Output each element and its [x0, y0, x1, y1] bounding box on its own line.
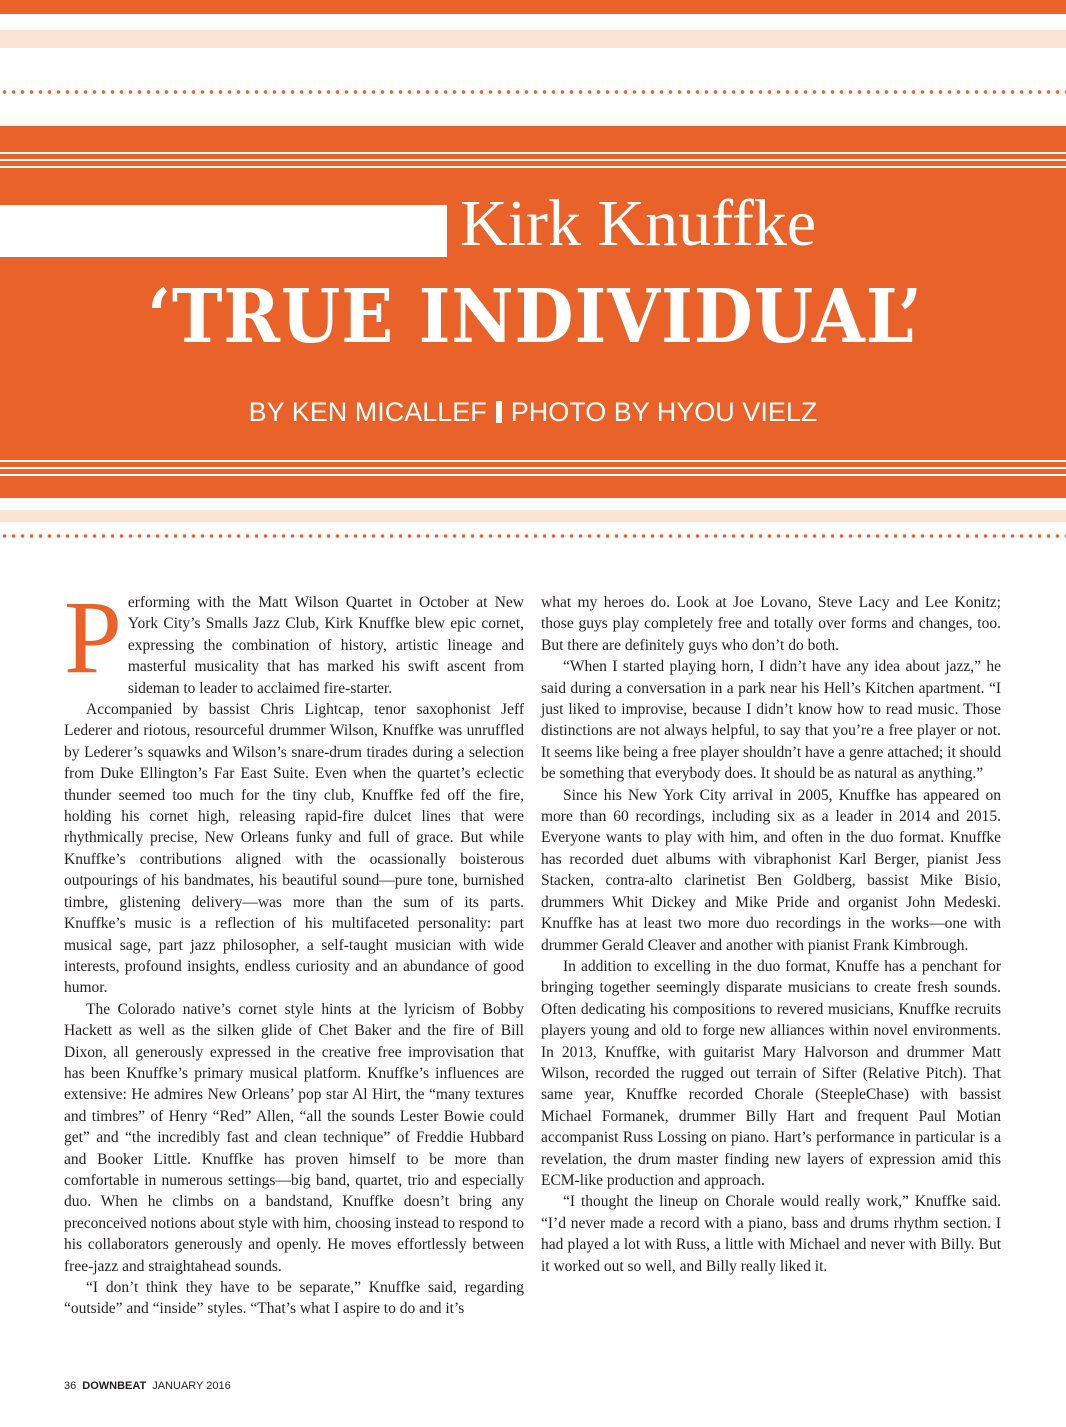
article-paragraph: Accompanied by bassist Chris Lightcap, tenor saxophonist Jeff Lederer and riotous, resourceful drummer Wilson, Knuffke was unruffled by Lederer’s squawks and Wilson’s snare-drum tirades during a selection from Duke Ellington’s Far East Suite. Even when the quartet’s eclectic thunder seemed too much for the tiny club, Knuffke fed off the fire, holding his cornet high, releasing rapid-fire dulcet lines that were rhythmically precise, New Orleans funky and full of grace. But while Knuffke’s contributions aligned with the ocassionally boisterous outpourings of his bandmates, his beautiful sound—pure tone, burnished timbre, glistening delivery—was more than the sum of its parts. Knuffke’s music is a reflection of his multifaceted personality: part musical sage, part jazz philosopher, a self-taught musician with wide interests, profound insights, endless curiosity and an abundance of good humor. [64, 701, 524, 997]
article-paragraph: The Colorado native’s cornet style hints at the lyricism of Bobby Hackett as well as the silken glide of Chet Baker and the fire of Bill Dixon, all generously expressed in the creative free improvisation that has been Knuffke’s primary musical platform. Knuffke’s influences are extensive: He admires New Orleans’ pop star Al Hirt, the “many textures and timbres” of Henry “Red” Allen, “all the sounds Lester Bowie could get” and “the incredibly fast and clean technique” of Freddie Hubbard and Booker Little. Knuffke has proven himself to be more than comfortable in numerous settings—big band, quartet, trio and especially duo. When he climbs on a bandstand, Knuffke doesn’t bring any preconceived notions about style with him, choosing instead to respond to his collaborators generously and openly. He moves effortlessly between free-jazz and straightahead sounds. [64, 1000, 524, 1275]
page-footer [64, 1380, 231, 1392]
article-column-left [64, 580, 524, 1320]
dotted-rule-top [0, 90, 1066, 94]
article-paragraph: “I don’t think they have to be separate,” Knuffke said, regarding “outside” and “inside” styles. “That’s what I aspire to do and it’s [64, 1279, 524, 1318]
byline-separator [496, 401, 502, 423]
banner-stripe [0, 474, 1066, 476]
byline-photo-credit: PHOTO BY HYOU VIELZ [510, 397, 818, 427]
banner-stripe [0, 467, 1066, 469]
article-paragraph: “When I started playing horn, I didn’t have any idea about jazz,” he said during a conversation in a park near his Hell’s Kitchen apartment. “I just liked to improvise, because I didn’t know how to read music. Those distinctions are not always helpful, to say that you’re a free player or not. It seems like being a free player shouldn’t have a genre attached; it should be something that everybody does. It should be as natural as anything.” [541, 658, 1001, 783]
article-paragraph: “I thought the lineup on Chorale would really work,” Knuffke said. “I’d never made a record with a piano, bass and drums rhythm section. I had played a lot with Russ, a little with Michael and never with Billy. But it worked out so well, and Billy really liked it. [541, 1193, 1001, 1275]
cream-stripe-top [0, 30, 1066, 48]
byline-author: BY KEN MICALLEF [248, 397, 487, 427]
subject-name: Kirk Knuffke [460, 187, 817, 260]
banner-stripe [0, 152, 1066, 154]
paragraph-text: erforming with the Matt Wilson Quartet in October at New York City’s Smalls Jazz Club, Kirk Knuffke blew epic cornet, expressing the combination of history, artistic lineage and masterful musicality that has marked his swift ascent from sideman to leader to acclaimed fire-starter. [127, 594, 524, 697]
drop-cap: P [64, 580, 122, 695]
article-paragraph [64, 580, 524, 699]
article-paragraph: what my heroes do. Look at Joe Lovano, Steve Lacy and Lee Konitz; those guys play completely free and totally over forms and changes, too. But there are definitely guys who don’t do both. [541, 594, 1001, 654]
article-paragraph: Since his New York City arrival in 2005, Knuffke has appeared on more than 60 recordings, including six as a leader in 2014 and 2015. Everyone wants to play with him, and often in the duo format. Knuffke has recorded duet albums with vibraphonist Karl Berger, pianist Jess Stacken, contra-alto clarinetist Ben Goldberg, bassist Mike Bisio, drummers Whit Dickey and Mike Pride and organist John Medeski. Knuffke has at least two more duo recordings in the works—one with drummer Gerald Cleaver and another with pianist Frank Kimbrough. [541, 786, 1001, 954]
issue-date: JANUARY 2016 [152, 1380, 231, 1392]
banner-stripe [0, 159, 1066, 161]
dotted-rule-bottom [0, 534, 1066, 538]
top-accent-bar [0, 0, 1066, 14]
article-paragraph: In addition to excelling in the duo format, Knuffe has a penchant for bringing together seemingly disparate musicians to create fresh sounds. Often dedicating his compositions to revered musicians, Knuffke recruits players young and old to forge new alliances within novel environments. In 2013, Knuffke, with guitarist Mary Halvorson and drummer Matt Wilson, recorded the rugged out terrain of Sifter (Relative Pitch). That same year, Knuffke recorded Chorale (SteepleChase) with bassist Michael Formanek, drummer Billy Hart and frequent Paul Motian accompanist Russ Lossing on piano. Hart’s performance in particular is a revelation, the drum master finding new layers of expression amid this ECM-like production and approach. [541, 957, 1001, 1189]
banner-stripe [0, 166, 1066, 168]
page-number: 36 [64, 1380, 77, 1392]
byline [0, 392, 1066, 432]
cream-stripe-bottom [0, 510, 1066, 522]
banner-stripe [0, 460, 1066, 462]
magazine-name: DOWNBEAT [82, 1380, 147, 1392]
article-column-right [541, 592, 1001, 1277]
title-white-bar [0, 205, 447, 257]
article-headline: ‘TRUE INDIVIDUAL’ [147, 274, 923, 360]
